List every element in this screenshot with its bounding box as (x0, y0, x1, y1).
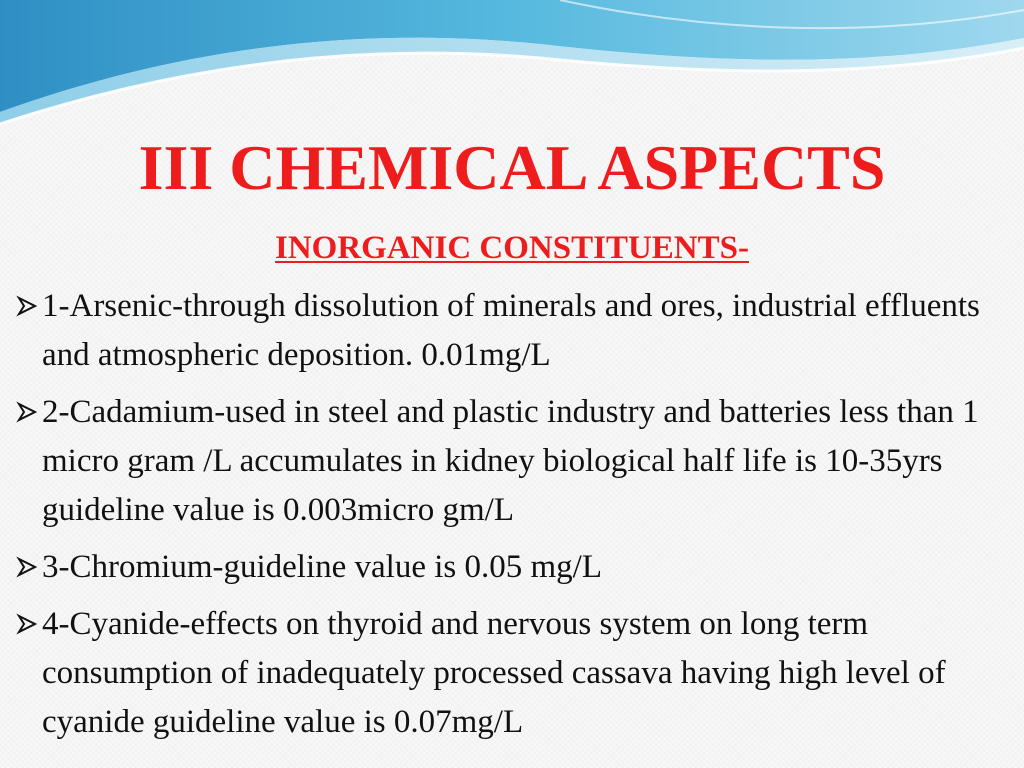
bullet-text: 4-Cyanide-effects on thyroid and nervous system on long term consumption of inadequately processed cassava having high level of cyanide guideline value is 0.07mg/L (42, 606, 946, 740)
slide-title: III CHEMICAL ASPECTS (138, 132, 886, 203)
bullet-item-arsenic (16, 282, 1016, 380)
bullet-text: 3-Chromium-guideline value is 0.05 mg/L (42, 549, 603, 585)
bullet-item-cyanide (16, 600, 1016, 747)
bullet-list (16, 282, 1016, 755)
bullet-text: 2-Cadamium-used in steel and plastic industry and batteries less than 1 micro gram /L accumulates in kidney biological half life is 10-35yrs guideline value is 0.003micro gm/L (42, 394, 979, 528)
bullet-item-chromium (16, 543, 1016, 592)
arrow-bullet-icon (16, 613, 38, 635)
bullet-item-cadmium (16, 388, 1016, 535)
arrow-bullet-icon (16, 556, 38, 578)
arrow-bullet-icon (16, 295, 38, 317)
slide-subtitle: INORGANIC CONSTITUENTS- (274, 230, 749, 266)
bullet-text: 1-Arsenic-through dissolution of minerals and ores, industrial effluents and atmospheric deposition. 0.01mg/L (42, 288, 980, 373)
arrow-bullet-icon (16, 401, 38, 423)
header-wave-decoration (0, 0, 1024, 130)
